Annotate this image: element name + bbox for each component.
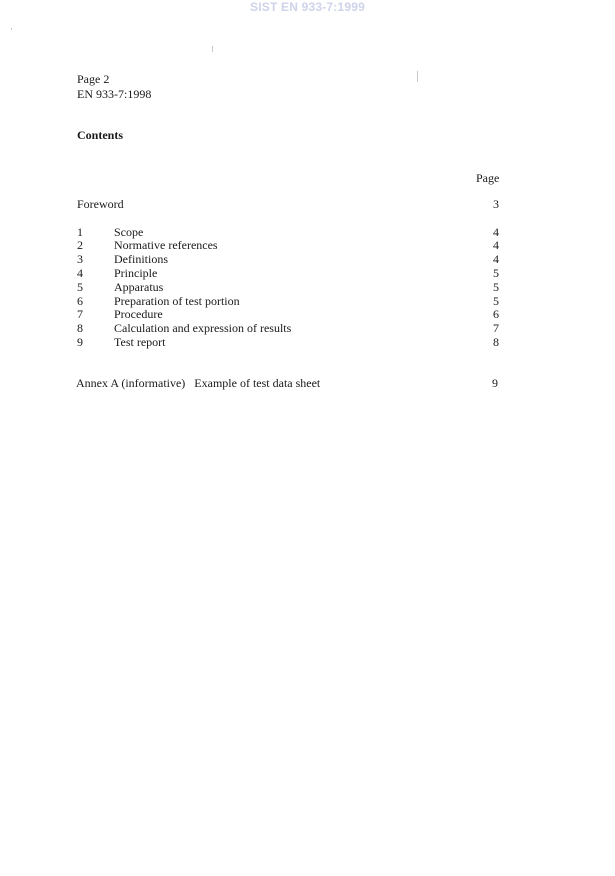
toc-entry-page: 5	[493, 266, 499, 280]
contents-heading: Contents	[77, 128, 124, 142]
toc-entry-page: 4	[493, 238, 499, 252]
toc-entry-title: Principle	[114, 266, 158, 280]
toc-entry-page: 8	[493, 335, 499, 349]
toc-entry-calculation-and-expression-of-results[interactable]	[77, 321, 499, 335]
toc-entry-page: 4	[493, 252, 499, 266]
toc-entry-title: Normative references	[114, 238, 218, 252]
toc-entry-definitions[interactable]	[77, 252, 499, 266]
toc-entry-scope[interactable]	[77, 225, 499, 239]
toc-entry-title: Annex A (informative) Example of test data sheet	[76, 376, 321, 390]
toc-entry-procedure[interactable]	[77, 307, 499, 321]
page-number-label: Page 2	[77, 72, 110, 86]
toc-entry-test-report[interactable]	[77, 335, 499, 349]
toc-entry-title: Apparatus	[114, 280, 164, 294]
toc-entry-page: 3	[493, 197, 499, 211]
scan-speck	[212, 46, 213, 52]
toc-entry-number: 2	[77, 238, 83, 252]
toc-entry-page: 7	[493, 321, 499, 335]
toc-entry-apparatus[interactable]	[77, 280, 499, 294]
toc-entry-number: 5	[77, 280, 83, 294]
toc-entry-number: 1	[77, 225, 83, 239]
toc-entry-number: 7	[77, 307, 83, 321]
toc-entry-title: Calculation and expression of results	[114, 321, 292, 335]
toc-entry-number: 9	[77, 335, 83, 349]
toc-entry-page: 5	[493, 280, 499, 294]
document-watermark: SIST EN 933-7:1999	[250, 0, 365, 14]
page-column-heading: Page	[476, 171, 500, 185]
toc-entry-annex-a[interactable]	[76, 376, 498, 390]
toc-entry-title: Preparation of test portion	[114, 294, 240, 308]
toc-entry-title: Procedure	[114, 307, 163, 321]
standard-reference: EN 933-7:1998	[77, 87, 152, 101]
toc-entry-page: 5	[493, 294, 499, 308]
toc-entry-page: 6	[493, 307, 499, 321]
toc-entry-title: Scope	[114, 225, 144, 239]
toc-entry-normative-references[interactable]	[77, 238, 499, 252]
toc-entry-number: 6	[77, 294, 83, 308]
scan-speck	[11, 28, 12, 30]
toc-entry-page: 4	[493, 225, 499, 239]
toc-entry-foreword[interactable]	[77, 197, 499, 211]
toc-entry-number: 3	[77, 252, 83, 266]
toc-entry-number: 8	[77, 321, 83, 335]
toc-entry-title: Foreword	[77, 197, 124, 211]
toc-entry-number: 4	[77, 266, 83, 280]
toc-entry-principle[interactable]	[77, 266, 499, 280]
toc-entry-title: Test report	[114, 335, 166, 349]
toc-entry-preparation-of-test-portion[interactable]	[77, 294, 499, 308]
scan-speck	[417, 71, 418, 82]
toc-entry-page: 9	[492, 376, 498, 390]
toc-entry-title: Definitions	[114, 252, 168, 266]
